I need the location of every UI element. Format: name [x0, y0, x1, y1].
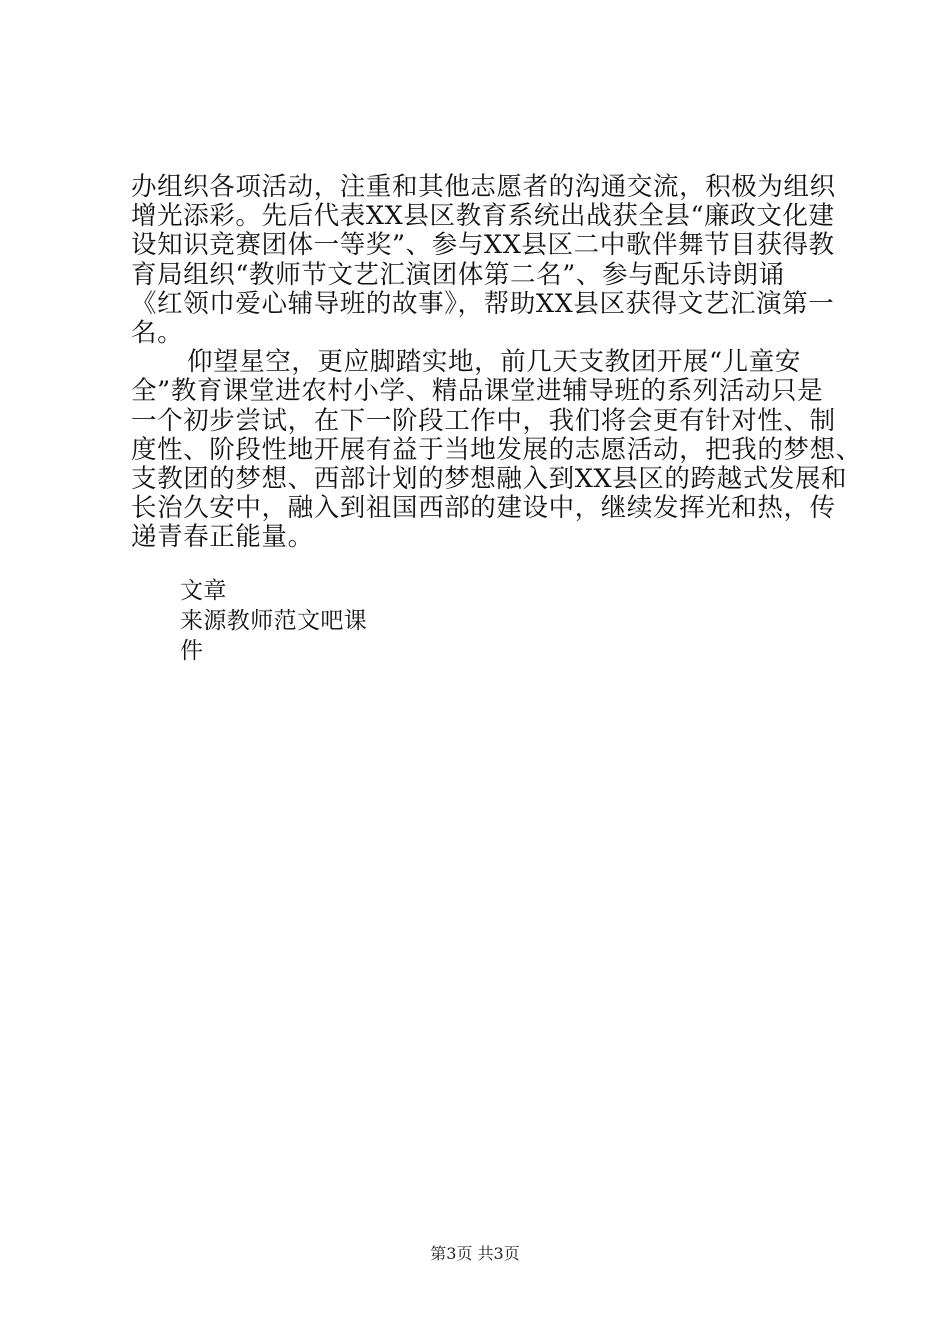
- paragraph-line: 全”教育课堂进农村小学、精品课堂进辅导班的系列活动只是: [131, 376, 824, 407]
- paragraph-line: 育局组织“教师节文艺汇演团体第二名”、参与配乐诗朗诵: [131, 259, 785, 290]
- page-footer: [0, 1244, 950, 1264]
- article-body: [131, 172, 862, 553]
- paragraph-line: 设知识竞赛团体一等奖”、参与XX县区二中歌伴舞节目获得教: [131, 230, 835, 261]
- paragraph-line: 递青春正能量。: [131, 522, 314, 553]
- paragraph-line: 度性、阶段性地开展有益于当地发展的志愿活动，把我的梦想、: [131, 434, 862, 465]
- paragraph-line: 仰望星空，更应脚踏实地，前几天支教团开展“儿童安: [187, 347, 801, 378]
- paragraph-line: 增光添彩。先后代表XX县区教育系统出战获全县“廉政文化建: [131, 201, 835, 232]
- page-number: 第3页 共3页: [430, 1244, 520, 1263]
- paragraph-line: 《红领巾爱心辅导班的故事》，帮助XX县区获得文艺汇演第一: [131, 288, 835, 319]
- paragraph-2: [131, 347, 862, 553]
- paragraph-line: 支教团的梦想、西部计划的梦想融入到XX县区的跨越式发展和: [131, 463, 848, 494]
- paragraph-1: [131, 172, 836, 348]
- paragraph-line: 办组织各项活动，注重和其他志愿者的沟通交流，积极为组织: [131, 172, 836, 202]
- source-line: 件: [180, 637, 204, 664]
- article-source: [180, 577, 367, 666]
- paragraph-line: 一个初步尝试，在下一阶段工作中，我们将会更有针对性、制: [131, 405, 836, 436]
- source-line: 来源教师范文吧课: [180, 607, 368, 634]
- paragraph-line: 名。: [131, 317, 184, 348]
- source-line: 文章: [180, 578, 227, 604]
- paragraph-line: 长治久安中，融入到祖国西部的建设中，继续发挥光和热，传: [131, 493, 836, 524]
